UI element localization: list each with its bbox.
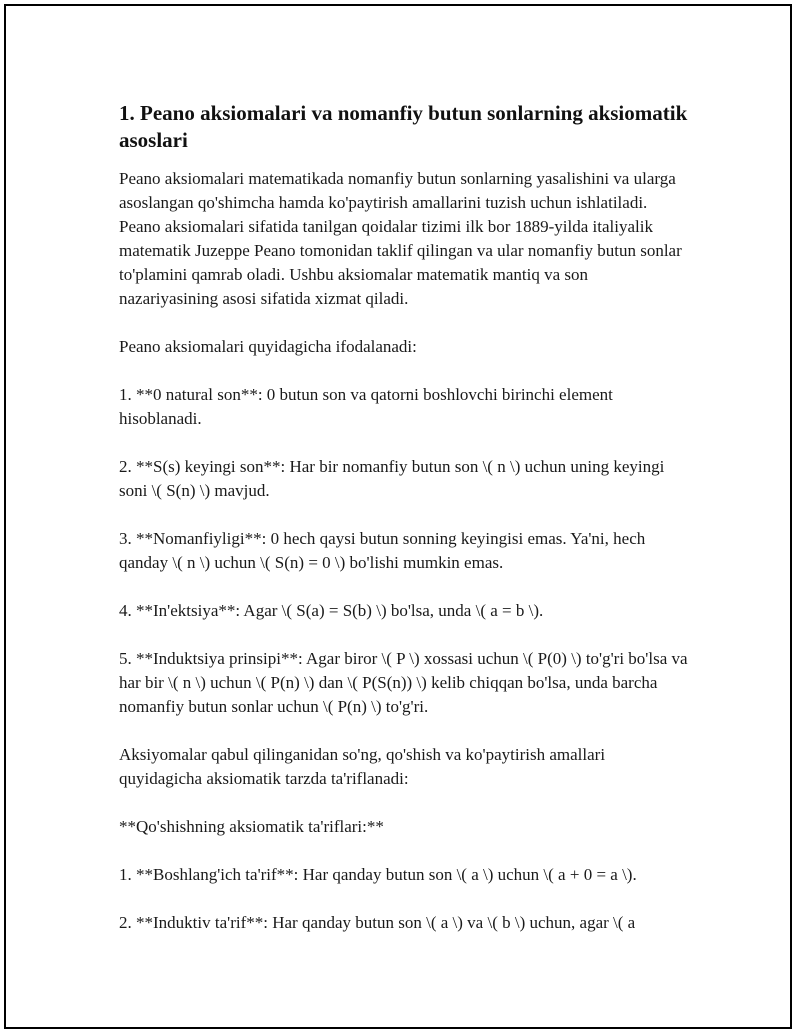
intro-paragraph: Peano aksiomalari matematikada nomanfiy butun sonlarning yasalishini va ularga asoslangan qo'shimcha hamda ko'paytirish amallarini tuzish uchun ishlatiladi. Peano aksiomalari sifatida tanilgan qoidalar tizimi ilk bor 1889-yilda italiyalik matematik Juzeppe Peano tomonidan taklif qilingan va ular nomanfiy butun sonlar to'plamini qamrab oladi. Ushbu aksiomalar matematik mantiq va son nazariyasining asosi sifatida xizmat qiladi. bbox=[119, 169, 682, 308]
axiom-item-3: 3. **Nomanfiyligi**: 0 hech qaysi butun sonning keyingisi emas. Ya'ni, hech qanday \( n \) uchun \( S(n) = 0 \) bo'lishi mumkin emas. bbox=[119, 529, 646, 572]
operations-intro-paragraph: Aksiyomalar qabul qilinganidan so'ng, qo'shish va ko'paytirish amallari quyidagicha aksiomatik tarzda ta'riflanadi: bbox=[119, 745, 606, 788]
addition-definitions-heading: **Qo'shishning aksiomatik ta'riflari:** bbox=[119, 817, 384, 836]
addition-definition-item-2: 2. **Induktiv ta'rif**: Har qanday butun son \( a \) va \( b \) uchun, agar \( a bbox=[119, 913, 636, 932]
axiom-item-5: 5. **Induktsiya prinsipi**: Agar biror \( P \) xossasi uchun \( P(0) \) to'g'ri bo'lsa va har bir \( n \) uchun \( P(n) \) dan \( P(S(n)) \) kelib chiqqan bo'lsa, unda barcha nomanfiy butun sonlar uchun \( P(n) \) to'g'ri. bbox=[119, 649, 688, 716]
axiom-item-2: 2. **S(s) keyingi son**: Har bir nomanfiy butun son \( n \) uchun uning keyingi soni \( S(n) \) mavjud. bbox=[119, 457, 665, 500]
axioms-intro-paragraph: Peano aksiomalari quyidagicha ifodalanadi: bbox=[119, 337, 417, 356]
document-body bbox=[119, 100, 689, 959]
section-title: 1. Peano aksiomalari va nomanfiy butun sonlarning aksiomatik asoslari bbox=[119, 101, 688, 152]
axiom-item-1: 1. **0 natural son**: 0 butun son va qatorni boshlovchi birinchi element hisoblanadi. bbox=[119, 385, 613, 428]
axiom-item-4: 4. **In'ektsiya**: Agar \( S(a) = S(b) \) bo'lsa, unda \( a = b \). bbox=[119, 601, 544, 620]
document-page bbox=[4, 4, 792, 1029]
addition-definition-item-1: 1. **Boshlang'ich ta'rif**: Har qanday butun son \( a \) uchun \( a + 0 = a \). bbox=[119, 865, 637, 884]
